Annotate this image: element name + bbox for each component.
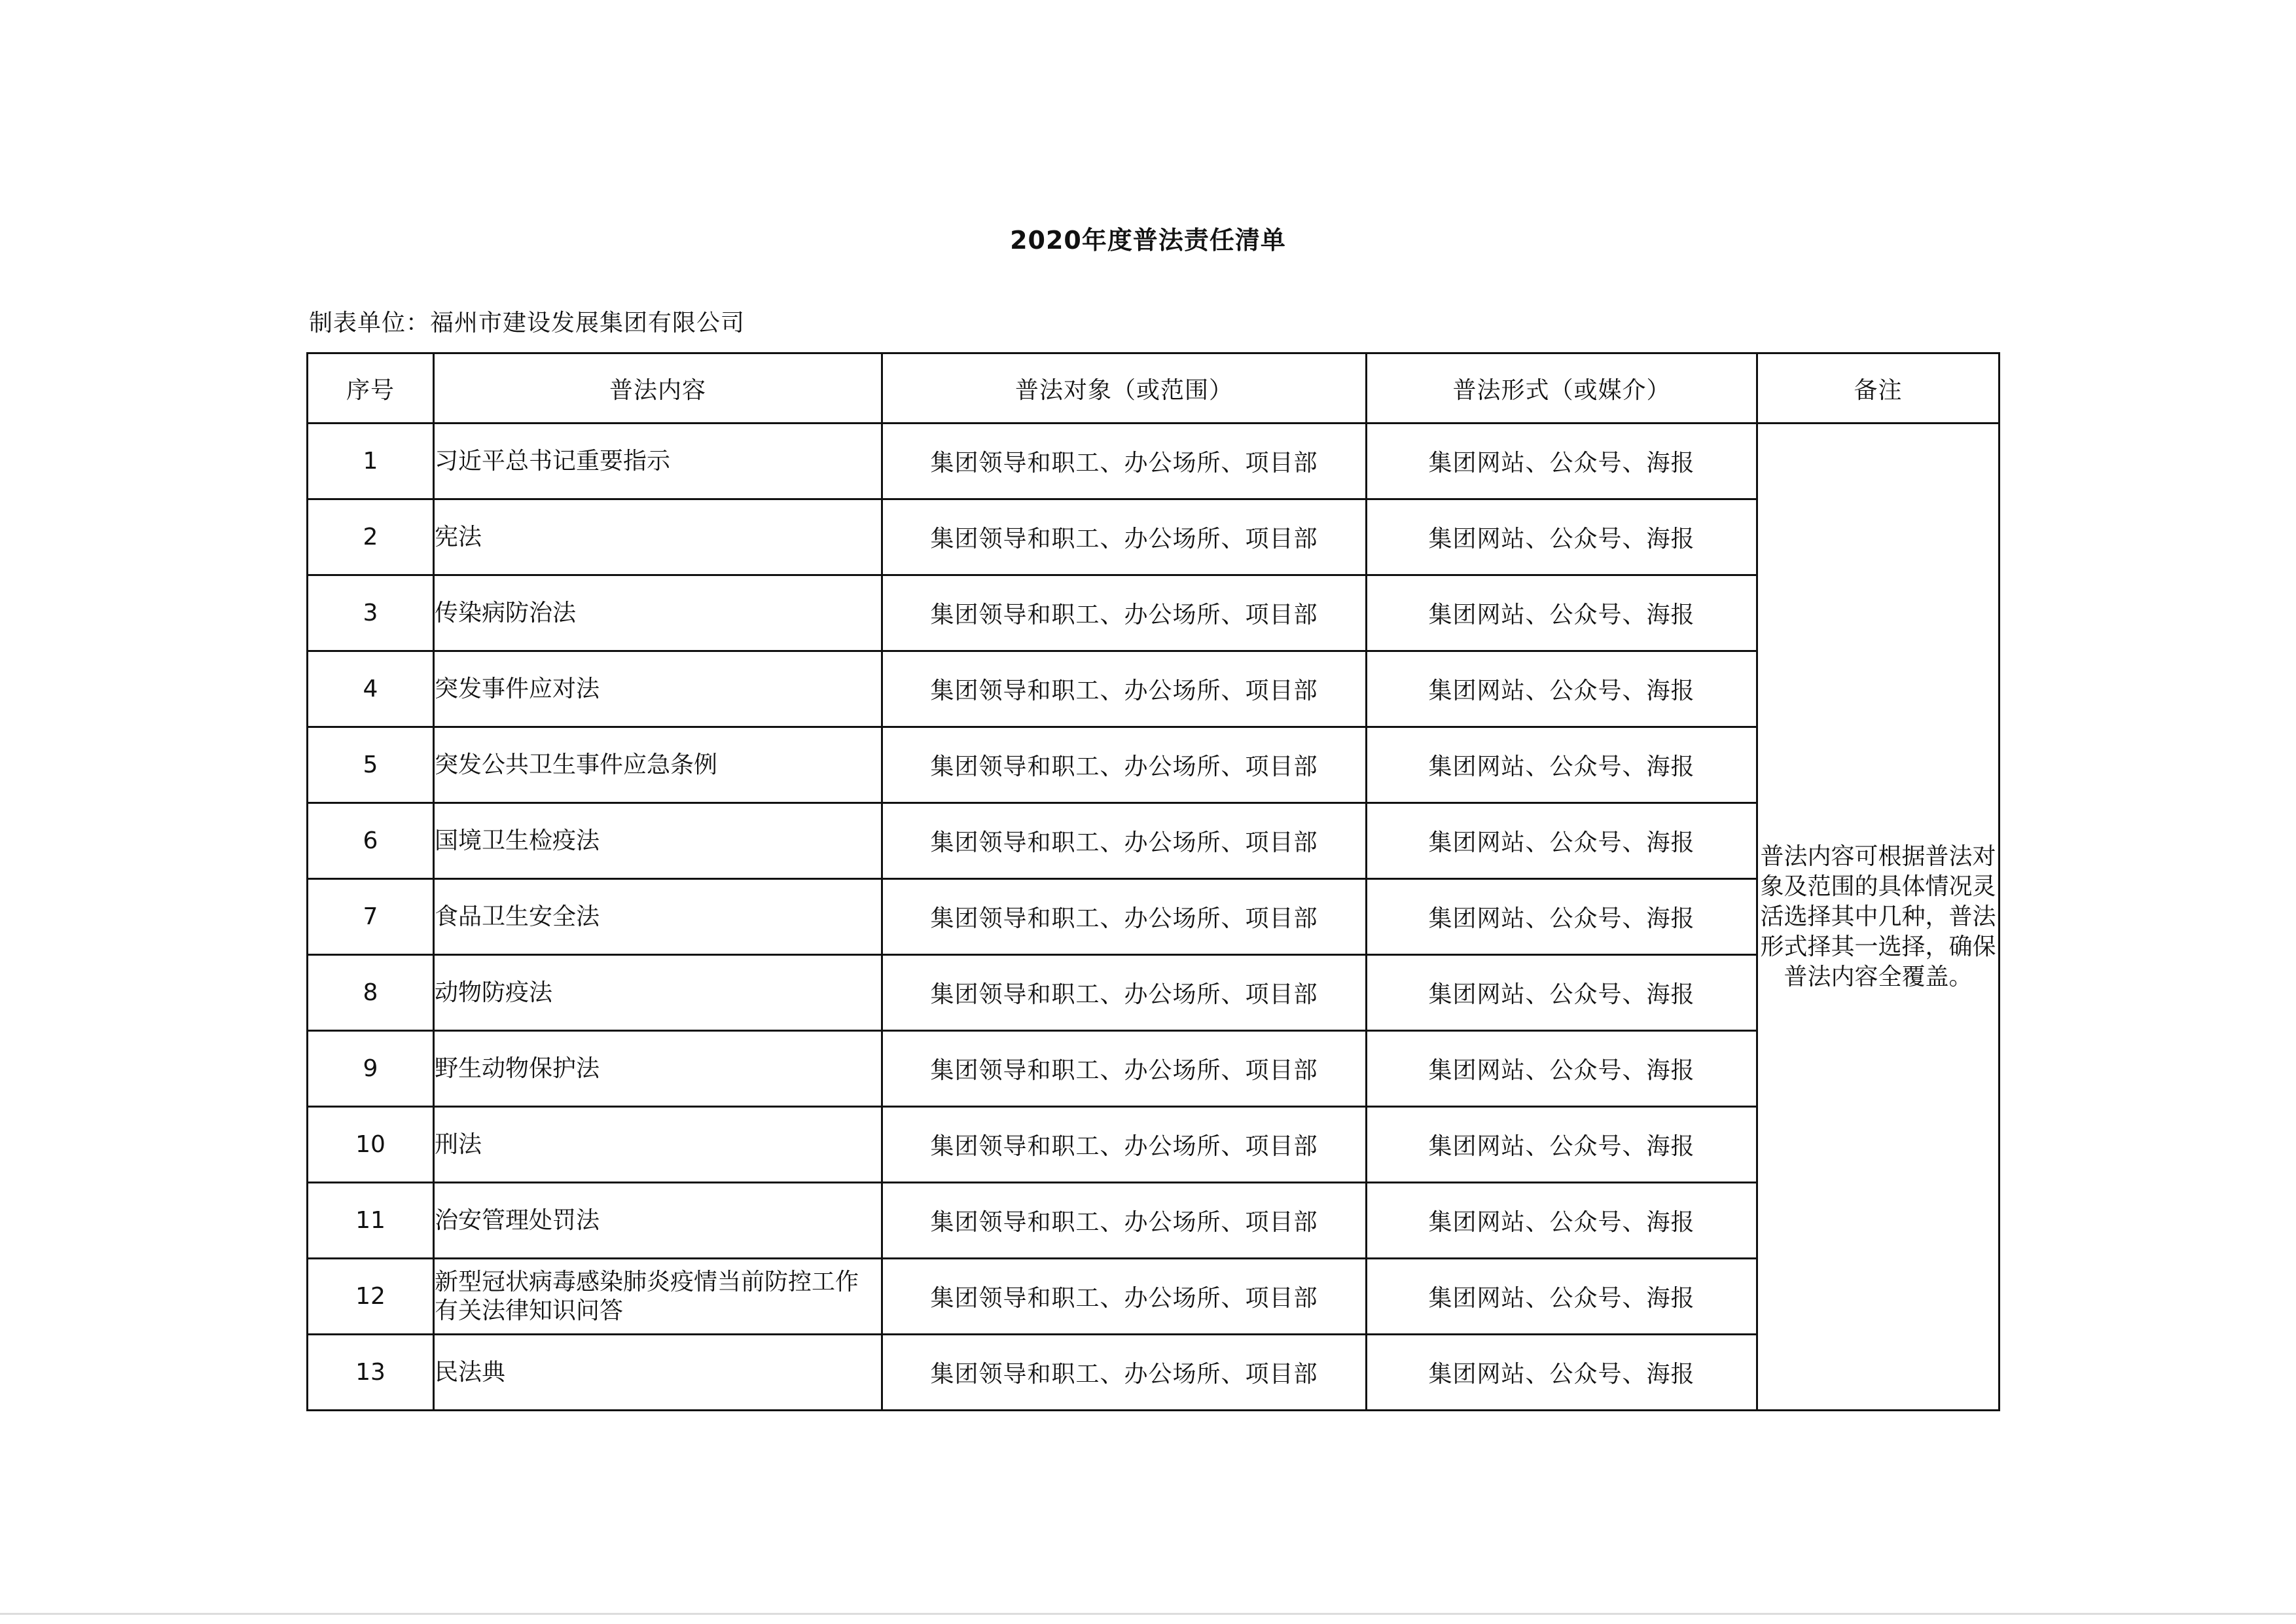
header-remark: 备注 (1757, 353, 2000, 424)
row-form: 集团网站、公众号、海报 (1367, 955, 1757, 1031)
row-content: 突发事件应对法 (434, 651, 882, 727)
table-row (308, 575, 2000, 651)
row-no: 12 (308, 1259, 434, 1335)
row-target: 集团领导和职工、办公场所、项目部 (882, 727, 1367, 803)
row-no: 13 (308, 1335, 434, 1411)
row-no: 3 (308, 575, 434, 651)
row-form: 集团网站、公众号、海报 (1367, 575, 1757, 651)
maker-unit-label: 制表单位：福州市建设发展集团有限公司 (309, 310, 745, 336)
table-row (308, 1107, 2000, 1183)
table-row (308, 879, 2000, 955)
header-target: 普法对象（或范围） (882, 353, 1367, 424)
responsibility-table (306, 352, 2000, 1411)
row-target: 集团领导和职工、办公场所、项目部 (882, 499, 1367, 575)
row-target: 集团领导和职工、办公场所、项目部 (882, 1335, 1367, 1411)
row-content: 习近平总书记重要指示 (434, 424, 882, 499)
row-target: 集团领导和职工、办公场所、项目部 (882, 651, 1367, 727)
table-row (308, 727, 2000, 803)
row-content: 新型冠状病毒感染肺炎疫情当前防控工作有关法律知识问答 (434, 1259, 882, 1335)
row-target: 集团领导和职工、办公场所、项目部 (882, 879, 1367, 955)
row-target: 集团领导和职工、办公场所、项目部 (882, 1183, 1367, 1259)
header-no: 序号 (308, 353, 434, 424)
row-form: 集团网站、公众号、海报 (1367, 1259, 1757, 1335)
row-target: 集团领导和职工、办公场所、项目部 (882, 1031, 1367, 1107)
row-no: 1 (308, 424, 434, 499)
row-target: 集团领导和职工、办公场所、项目部 (882, 424, 1367, 499)
header-content: 普法内容 (434, 353, 882, 424)
scan-edge-line (0, 1613, 2296, 1615)
row-no: 4 (308, 651, 434, 727)
table-row (308, 955, 2000, 1031)
row-content: 动物防疫法 (434, 955, 882, 1031)
row-form: 集团网站、公众号、海报 (1367, 803, 1757, 879)
row-target: 集团领导和职工、办公场所、项目部 (882, 1107, 1367, 1183)
row-form: 集团网站、公众号、海报 (1367, 1107, 1757, 1183)
row-content: 突发公共卫生事件应急条例 (434, 727, 882, 803)
row-form: 集团网站、公众号、海报 (1367, 879, 1757, 955)
table-row (308, 499, 2000, 575)
row-no: 7 (308, 879, 434, 955)
row-no: 11 (308, 1183, 434, 1259)
table-row (308, 1183, 2000, 1259)
remark-cell: 普法内容可根据普法对象及范围的具体情况灵活选择其中几种，普法形式择其一选择，确保普法内容全覆盖。 (1757, 424, 2000, 1411)
row-form: 集团网站、公众号、海报 (1367, 1183, 1757, 1259)
table-row (308, 803, 2000, 879)
row-content: 民法典 (434, 1335, 882, 1411)
document-title: 2020年度普法责任清单 (1010, 226, 1286, 255)
table-row (308, 1259, 2000, 1335)
table-row (308, 651, 2000, 727)
row-form: 集团网站、公众号、海报 (1367, 727, 1757, 803)
row-form: 集团网站、公众号、海报 (1367, 499, 1757, 575)
table-row (308, 1031, 2000, 1107)
header-form: 普法形式（或媒介） (1367, 353, 1757, 424)
row-form: 集团网站、公众号、海报 (1367, 424, 1757, 499)
row-no: 8 (308, 955, 434, 1031)
row-content: 国境卫生检疫法 (434, 803, 882, 879)
row-target: 集团领导和职工、办公场所、项目部 (882, 1259, 1367, 1335)
row-target: 集团领导和职工、办公场所、项目部 (882, 955, 1367, 1031)
row-form: 集团网站、公众号、海报 (1367, 1031, 1757, 1107)
row-content: 食品卫生安全法 (434, 879, 882, 955)
row-no: 2 (308, 499, 434, 575)
table-row (308, 424, 2000, 499)
row-no: 5 (308, 727, 434, 803)
table-row (308, 1335, 2000, 1411)
row-content: 宪法 (434, 499, 882, 575)
row-form: 集团网站、公众号、海报 (1367, 651, 1757, 727)
row-target: 集团领导和职工、办公场所、项目部 (882, 575, 1367, 651)
row-form: 集团网站、公众号、海报 (1367, 1335, 1757, 1411)
row-content: 刑法 (434, 1107, 882, 1183)
row-content: 治安管理处罚法 (434, 1183, 882, 1259)
table-header-row (308, 353, 2000, 424)
row-target: 集团领导和职工、办公场所、项目部 (882, 803, 1367, 879)
row-no: 9 (308, 1031, 434, 1107)
row-no: 10 (308, 1107, 434, 1183)
row-no: 6 (308, 803, 434, 879)
row-content: 传染病防治法 (434, 575, 882, 651)
row-content: 野生动物保护法 (434, 1031, 882, 1107)
